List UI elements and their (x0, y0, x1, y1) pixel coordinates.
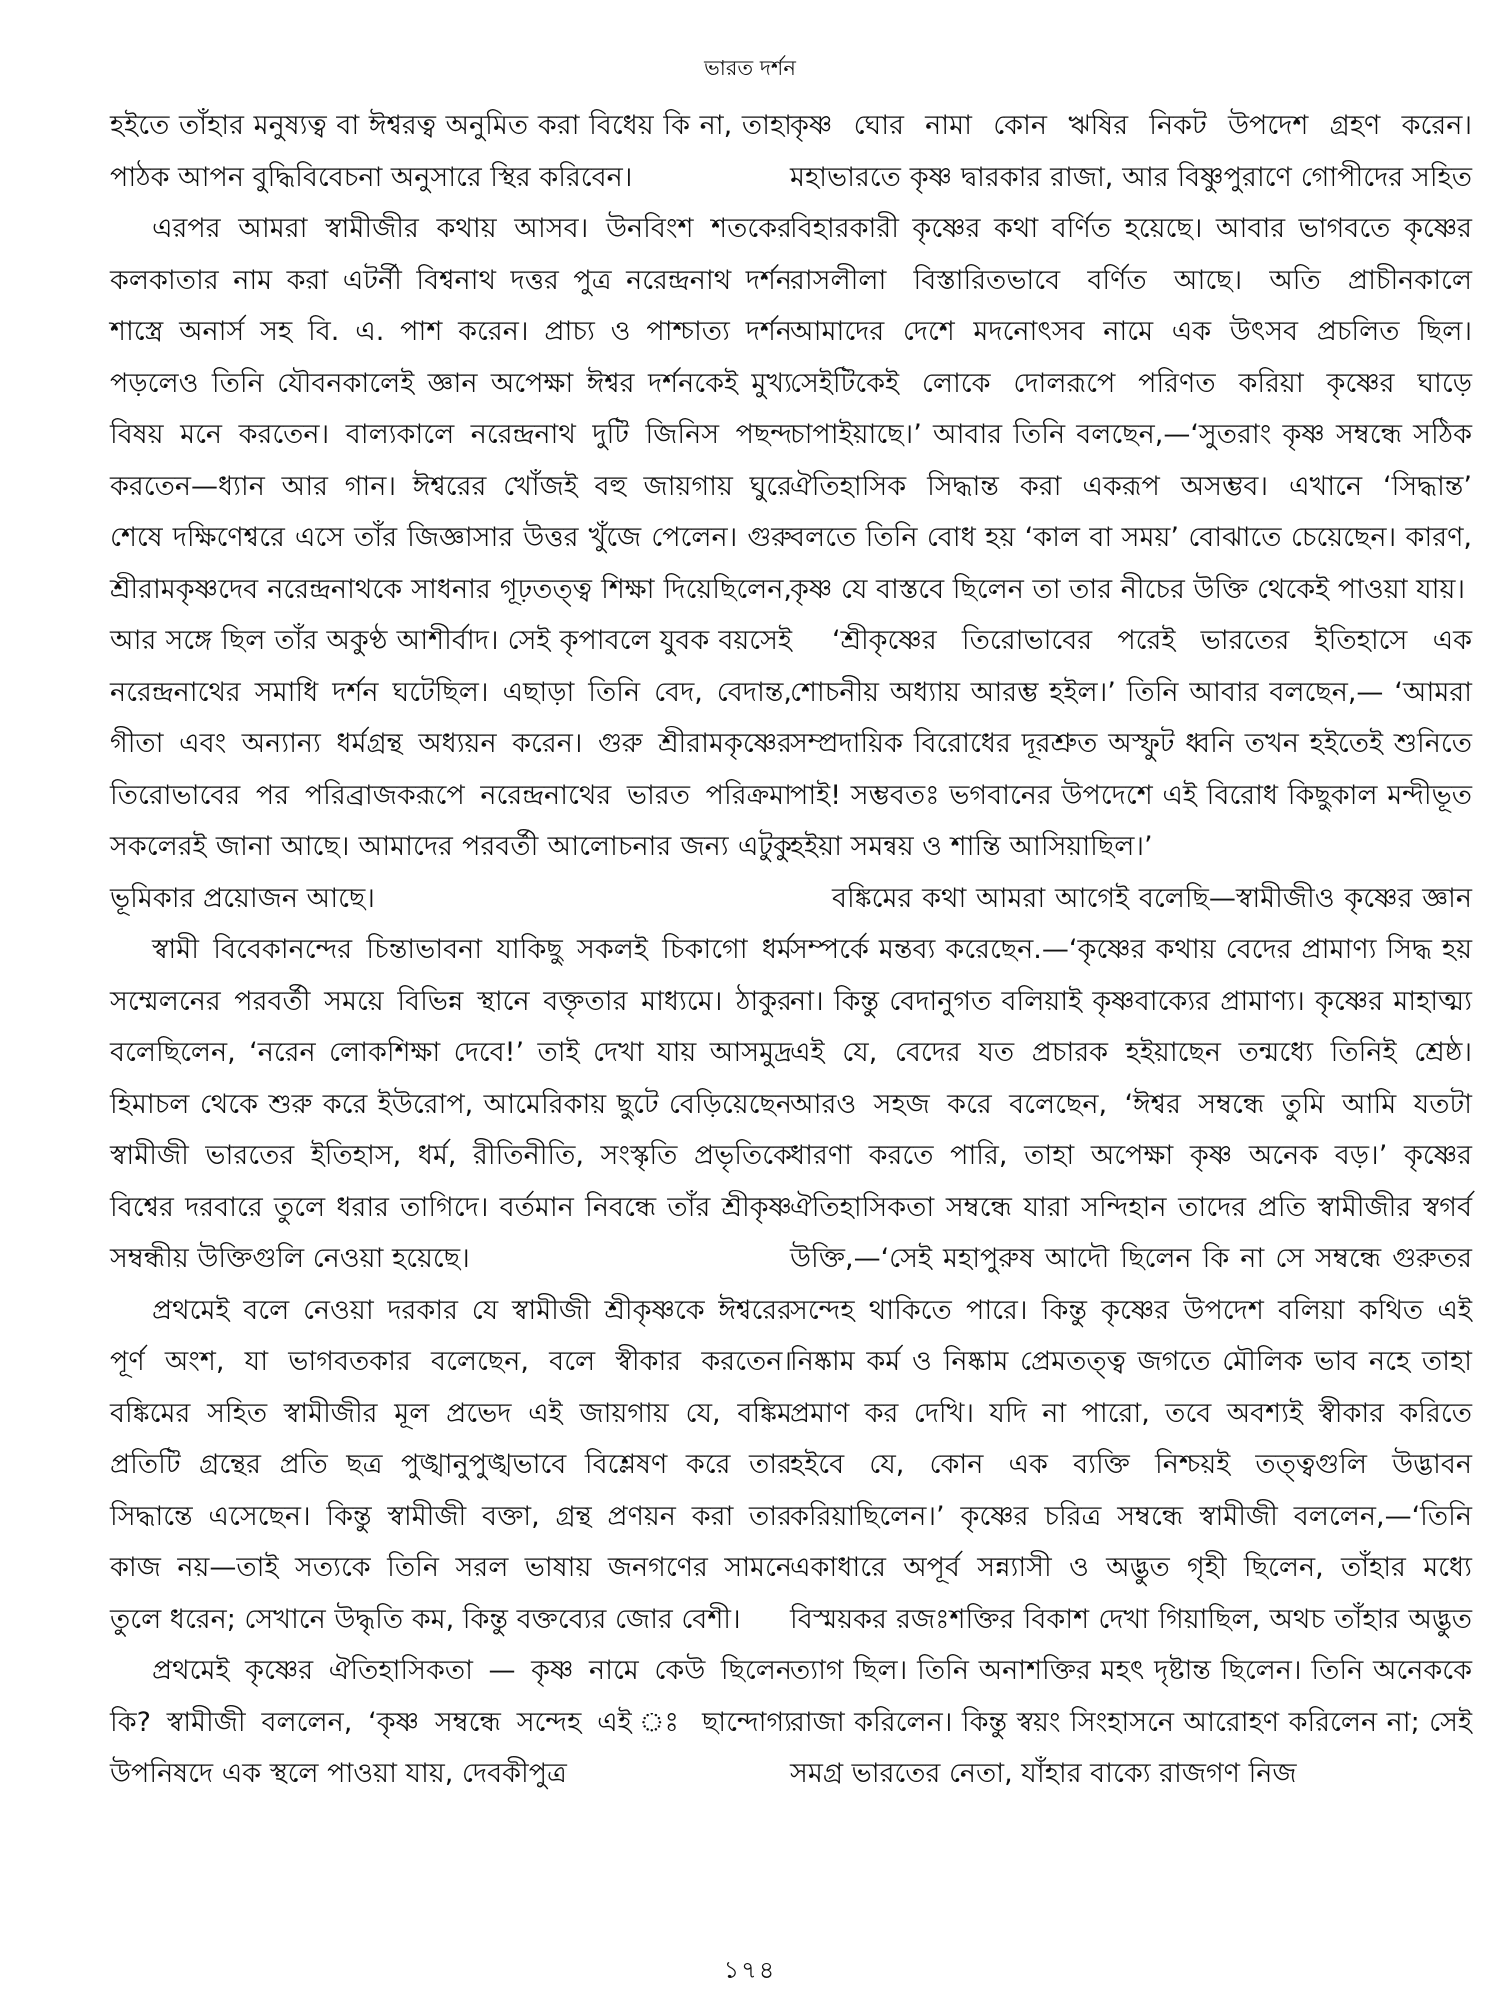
paragraph: স্বামী বিবেকানন্দের চিন্তাভাবনা যাকিছু সকলই চিকাগো ধর্ম সম্মেলনের পরবর্তী সময়ে বিভিন্ন স্থানে বক্তৃতার মাধ্যমে। ঠাকুর বলেছিলেন, ‘নরেন লোকশিক্ষা দেবে!’ তাই দেখা যায় আসমুদ্র হিমাচল থেকে শুরু করে ইউরোপ, আমেরিকায় ছুটে বেড়িয়েছেন স্বামীজী ভারতের ইতিহাস, ধর্ম, রীতিনীতি, সংস্কৃতি প্রভৃতিকে বিশ্বের দরবারে তুলে ধরার তাগিদে। বর্তমান নিবন্ধে তাঁর শ্রীকৃষ্ণ সম্বন্ধীয় উক্তিগুলি নেওয়া হয়েছে। (110, 934, 792, 1274)
running-header: ভারত দর্শন (704, 56, 796, 80)
paragraph: প্রথমেই কৃষ্ণের ঐতিহাসিকতা — কৃষ্ণ নামে কেউ ছিলেন কি? স্বামীজী বললেন, ‘কৃষ্ণ সম্বন্ধে সন্দেহ এই ঃ ছান্দোগ্য উপনিষদে এক স্থলে পাওয়া যায়, দেবকীপুত্র (110, 1655, 792, 1789)
paragraph: কৃষ্ণ ঘোর নামা কোন ঋষির নিকট উপদেশ গ্রহণ করেন। মহাভারতে কৃষ্ণ দ্বারকার রাজা, আর বিষ্ণুপুরাণে গোপীদের সহিত বিহারকারী কৃষ্ণের কথা বর্ণিত হয়েছে। আবার ভাগবতে কৃষ্ণের রাসলীলা বিস্তারিতভাবে বর্ণিত আছে। অতি প্রাচীনকালে আমাদের দেশে মদনোৎসব নামে এক উৎসব প্রচলিত ছিল। সেইটিকেই লোকে দোলরূপে পরিণত করিয়া কৃষ্ণের ঘাড়ে চাপাইয়াছে।’ আবার তিনি বলছেন,—‘সুতরাং কৃষ্ণ সম্বন্ধে সঠিক ঐতিহাসিক সিদ্ধান্ত করা একরূপ অসম্ভব। এখানে ‘সিদ্ধান্ত’ বলতে তিনি বোধ হয় ‘কাল বা সময়’ বোঝাতে চেয়েছেন। কারণ, কৃষ্ণ যে বাস্তবে ছিলেন তা তার নীচের উক্তি থেকেই পাওয়া যায়। (790, 110, 1472, 605)
paragraph: এরপর আমরা স্বামীজীর কথায় আসব। উনবিংশ শতকের কলকাতার নাম করা এটর্নী বিশ্বনাথ দত্তর পুত্র নরেন্দ্রনাথ দর্শন শাস্ত্রে অনার্স সহ বি. এ. পাশ করেন। প্রাচ্য ও পাশ্চাত্য দর্শন পড়লেও তিনি যৌবনকালেই জ্ঞান অপেক্ষা ঈশ্বর দর্শনকেই মুখ্য বিষয় মনে করতেন। বাল্যকালে নরেন্দ্রনাথ দুটি জিনিস পছন্দ করতেন—ধ্যান আর গান। ঈশ্বরের খোঁজই বহু জায়গায় ঘুরে শেষে দক্ষিণেশ্বরে এসে তাঁর জিজ্ঞাসার উত্তর খুঁজে পেলেন। গুরু শ্রীরামকৃষ্ণদেব নরেন্দ্রনাথকে সাধনার গূঢ়তত্ত্ব শিক্ষা দিয়েছিলেন, আর সঙ্গে ছিল তাঁর অকুণ্ঠ আশীর্বাদ। সেই কৃপাবলে যুবক বয়সেই নরেন্দ্রনাথের সমাধি দর্শন ঘটেছিল। এছাড়া তিনি বেদ, বেদান্ত, গীতা এবং অন্যান্য ধর্মগ্রন্থ অধ্যয়ন করেন। গুরু শ্রীরামকৃষ্ণের তিরোভাবের পর পরিব্রাজকরূপে নরেন্দ্রনাথের ভারত পরিক্রমা সকলেরই জানা আছে। আমাদের পরবর্তী আলোচনার জন্য এটুকু ভূমিকার প্রয়োজন আছে। (110, 213, 792, 914)
paragraph: ‘শ্রীকৃষ্ণের তিরোভাবের পরেই ভারতের ইতিহাসে এক শোচনীয় অধ্যায় আরম্ভ হইল।’ তিনি আবার বলছেন,— ‘আমরা সম্প্রদায়িক বিরোধের দূরশ্রুত অস্ফুট ধ্বনি তখন হইতেই শুনিতে পাই! সম্ভবতঃ ভগবানের উপদেশে এই বিরোধ কিছুকাল মন্দীভূত হইয়া সমন্বয় ও শান্তি আসিয়াছিল।’ (790, 625, 1472, 862)
paragraph: হইতে তাঁহার মনুষ্যত্ব বা ঈশ্বরত্ব অনুমিত করা বিধেয় কি না, তাহা পাঠক আপন বুদ্ধিবিবেচনা অনুসারে স্থির করিবেন। (110, 110, 792, 193)
page-number: ১৭৪ (723, 1956, 777, 1984)
right-column (790, 100, 1472, 1800)
paragraph: বঙ্কিমের কথা আমরা আগেই বলেছি—স্বামীজীও কৃষ্ণের জ্ঞান সম্পর্কে মন্তব্য করেছেন.—‘কৃষ্ণের কথায় বেদের প্রামাণ্য সিদ্ধ হয় না। কিন্তু বেদানুগত বলিয়াই কৃষ্ণবাক্যের প্রামাণ্য। কৃষ্ণের মাহাত্ম্য এই যে, বেদের যত প্রচারক হইয়াছেন তন্মধ্যে তিনিই শ্রেষ্ঠ। আরও সহজ করে বলেছেন, ‘ঈশ্বর সম্বন্ধে তুমি আমি যতটা ধারণা করতে পারি, তাহা অপেক্ষা কৃষ্ণ অনেক বড়।’ কৃষ্ণের ঐতিহাসিকতা সম্বন্ধে যারা সন্দিহান তাদের প্রতি স্বামীজীর স্বগর্ব উক্তি,—‘সেই মহাপুরুষ আদৌ ছিলেন কি না সে সম্বন্ধে গুরুতর সন্দেহ থাকিতে পারে। কিন্তু কৃষ্ণের উপদেশ বলিয়া কথিত এই নিষ্কাম কর্ম ও নিষ্কাম প্রেমতত্ত্ব জগতে মৌলিক ভাব নহে তাহা প্রমাণ কর দেখি। যদি না পারো, তবে অবশ্যই স্বীকার করিতে হইবে যে, কোন এক ব্যক্তি নিশ্চয়ই তত্ত্বগুলি উদ্ভাবন করিয়াছিলেন।’ কৃষ্ণের চরিত্র সম্বন্ধে স্বামীজী বললেন,—‘তিনি একাধারে অপূর্ব সন্ন্যাসী ও অদ্ভুত গৃহী ছিলেন, তাঁহার মধ্যে বিস্ময়কর রজঃশক্তির বিকাশ দেখা গিয়াছিল, অথচ তাঁহার অদ্ভুত ত্যাগ ছিল। তিনি অনাশক্তির মহৎ দৃষ্টান্ত ছিলেন। তিনি অনেককে রাজা করিলেন। কিন্তু স্বয়ং সিংহাসনে আরোহণ করিলেন না; সেই সমগ্র ভারতের নেতা, যাঁহার বাক্যে রাজগণ নিজ (790, 882, 1472, 1789)
left-column (110, 100, 792, 1800)
paragraph: প্রথমেই বলে নেওয়া দরকার যে স্বামীজী শ্রীকৃষ্ণকে ঈশ্বরের পূর্ণ অংশ, যা ভাগবতকার বলেছেন, বলে স্বীকার করতেন। বঙ্কিমের সহিত স্বামীজীর মূল প্রভেদ এই জায়গায় যে, বঙ্কিম প্রতিটি গ্রন্থের প্রতি ছত্র পুঙ্খানুপুঙ্খভাবে বিশ্লেষণ করে তার সিদ্ধান্তে এসেছেন। কিন্তু স্বামীজী বক্তা, গ্রন্থ প্রণয়ন করা তার কাজ নয়—তাই সত্যকে তিনি সরল ভাষায় জনগণের সামনে তুলে ধরেন; সেখানে উদ্ধৃতি কম, কিন্তু বক্তব্যের জোর বেশী। (110, 1294, 792, 1635)
